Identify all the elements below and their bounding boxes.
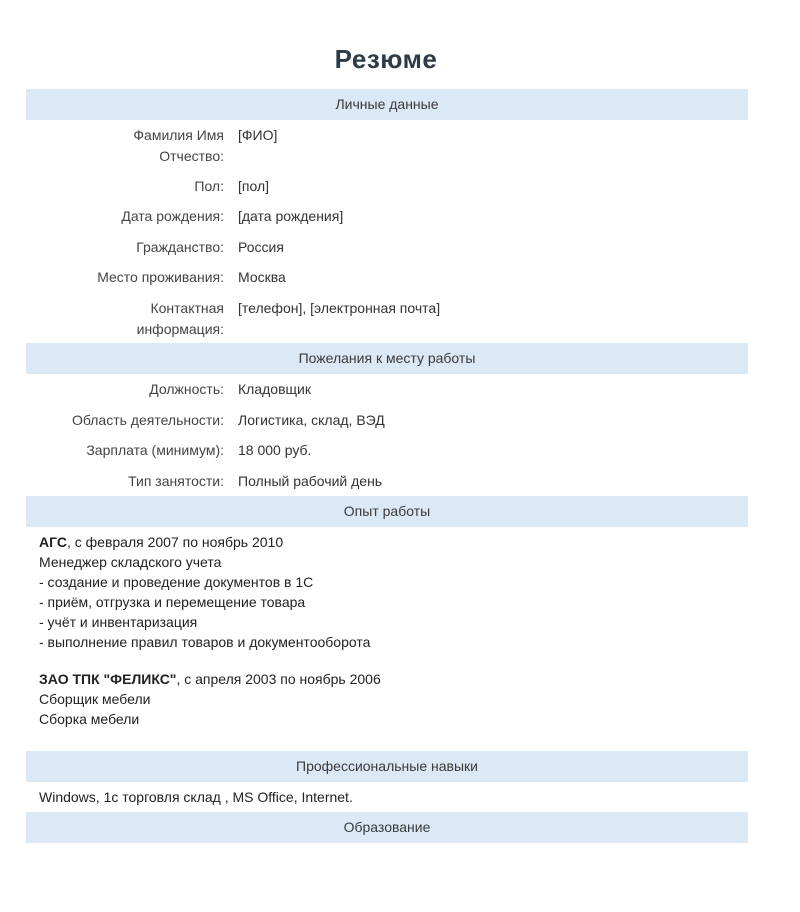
section-header-education: Образование	[26, 812, 748, 843]
field-label: Область деятельности:	[71, 412, 224, 428]
job-period: , с апреля 2003 по ноябрь 2006	[176, 671, 381, 687]
job-line: Менеджер складского учета	[39, 554, 222, 570]
job-entry	[39, 669, 739, 729]
residence-value: Москва	[238, 269, 286, 285]
section-header-experience: Опыт работы	[26, 496, 748, 527]
employment-value: Полный рабочий день	[238, 473, 383, 489]
job-line: - учёт и инвентаризация	[39, 614, 198, 630]
salary-value: 18 000 руб.	[238, 442, 312, 458]
section-header-wishes: Пожелания к месту работы	[26, 343, 748, 374]
field-employment-type	[26, 471, 748, 492]
job-heading	[39, 532, 739, 552]
job-company: ЗАО ТПК "ФЕЛИКС"	[39, 671, 177, 687]
citizenship-label: Гражданство:	[136, 239, 224, 255]
position-label: Должность:	[149, 381, 224, 397]
field-value: Логистика, склад, ВЭД	[238, 412, 385, 428]
gender-label: Пол:	[194, 178, 224, 194]
page-title: Резюме	[334, 44, 438, 74]
employment-label: Тип занятости:	[128, 473, 224, 489]
fio-value: [ФИО]	[238, 127, 278, 143]
contact-label-2: информация:	[136, 321, 224, 337]
contact-label-1: Контактная	[150, 300, 224, 316]
skills-text: Windows, 1c торговля склад , MS Office, Internet.	[39, 789, 353, 805]
job-line: - создание и проведение документов в 1С	[39, 574, 314, 590]
section-header-skills: Профессиональные навыки	[26, 751, 748, 782]
field-gender	[26, 176, 748, 197]
job-line: - выполнение правил товаров и документооборота	[39, 634, 371, 650]
job-period: , с февраля 2007 по ноябрь 2010	[66, 534, 284, 550]
job-line: Сборка мебели	[39, 711, 140, 727]
field-fio	[26, 125, 748, 167]
birth-value: [дата рождения]	[238, 208, 344, 224]
contact-value: [телефон], [электронная почта]	[238, 300, 441, 316]
residence-label: Место проживания:	[97, 269, 224, 285]
fio-label-2: Отчество:	[159, 148, 224, 164]
job-line: Сборщик мебели	[39, 691, 151, 707]
birth-label: Дата рождения:	[121, 208, 224, 224]
fio-label-1: Фамилия Имя	[133, 127, 224, 143]
job-company: АГС	[39, 534, 67, 550]
job-line: - приём, отгрузка и перемещение товара	[39, 594, 306, 610]
position-value: Кладовщик	[238, 381, 311, 397]
field-contact	[26, 298, 748, 340]
field-birth-date	[26, 206, 748, 227]
job-heading	[39, 669, 739, 689]
field-salary	[26, 440, 748, 461]
salary-label: Зарплата (минимум):	[86, 442, 224, 458]
field-residence	[26, 267, 748, 288]
section-header-personal: Личные данные	[26, 89, 748, 120]
citizenship-value: Россия	[238, 239, 284, 255]
gender-value: [пол]	[238, 178, 270, 194]
job-entry	[39, 532, 739, 652]
field-citizenship	[26, 237, 748, 258]
field-activity-area	[26, 410, 748, 431]
field-position	[26, 379, 748, 400]
